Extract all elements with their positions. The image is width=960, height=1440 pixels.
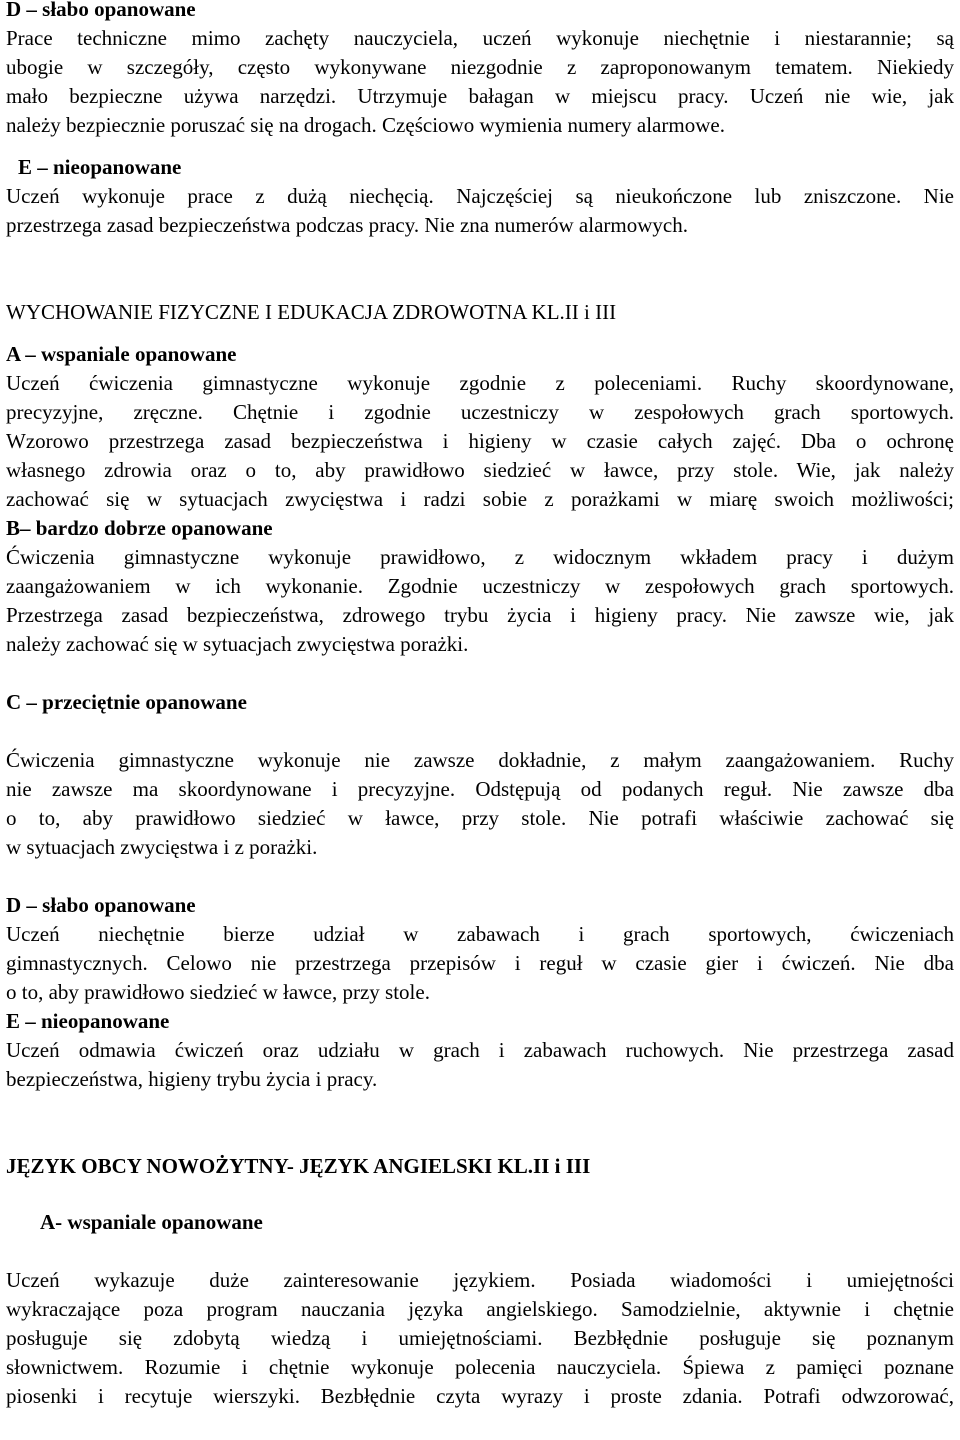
paragraph-line: Wzorowo przestrzega zasad bezpieczeństwa i higieny w czasie całych zajęć. Dba o ochronę [6, 429, 954, 453]
paragraph-line: należy zachować się w sytuacjach zwycięstwa porażki. [6, 632, 469, 656]
paragraph-line: należy bezpiecznie poruszać się na drogach. Częściowo wymienia numery alarmowe. [6, 113, 725, 137]
paragraph-line: słownictwem. Rozumie i chętnie wykonuje polecenia nauczyciela. Śpiewa z pamięci poznane [6, 1355, 954, 1379]
paragraph-line: Uczeń niechętnie bierze udział w zabawach i grach sportowych, ćwiczeniach [6, 922, 954, 946]
paragraph-line: wykraczające poza program nauczania języka angielskiego. Samodzielnie, aktywnie i chętnie [6, 1297, 954, 1321]
paragraph-line: mało bezpieczne używa narzędzi. Utrzymuje bałagan w miejscu pracy. Uczeń nie wie, jak [6, 84, 954, 108]
paragraph-line: własnego zdrowia oraz o to, aby prawidłowo siedzieć w ławce, przy stole. Wie, jak należy [6, 458, 954, 482]
grade-a-heading: A- wspaniale opanowane [40, 1210, 263, 1234]
paragraph-line: Przestrzega zasad bezpieczeństwa, zdrowego trybu życia i higieny pracy. Nie zawsze wie, jak [6, 603, 954, 627]
grade-e-heading: E – nieopanowane [6, 1009, 170, 1033]
paragraph-line: Ćwiczenia gimnastyczne wykonuje prawidłowo, z widocznym wkładem pracy i dużym [6, 545, 954, 569]
grade-d-heading: D – słabo opanowane [6, 893, 196, 917]
paragraph-line: precyzyjne, zręczne. Chętnie i zgodnie uczestniczy w zespołowych grach sportowych. [6, 400, 954, 424]
paragraph-line: Uczeń ćwiczenia gimnastyczne wykonuje zgodnie z poleceniami. Ruchy skoordynowane, [6, 371, 954, 395]
grade-d-heading: D – słabo opanowane [6, 0, 196, 21]
section-title-pe: WYCHOWANIE FIZYCZNE I EDUKACJA ZDROWOTNA KL.II i III [6, 300, 617, 324]
paragraph-line: nie zawsze ma skoordynowane i precyzyjne. Odstępują od podanych reguł. Nie zawsze dba [6, 777, 954, 801]
paragraph-line: Uczeń wykazuje duże zainteresowanie językiem. Posiada wiadomości i umiejętności [6, 1268, 954, 1292]
document-page [6, 0, 954, 1411]
paragraph-line: Ćwiczenia gimnastyczne wykonuje nie zawsze dokładnie, z małym zaangażowaniem. Ruchy [6, 748, 954, 772]
paragraph-line: w sytuacjach zwycięstwa i z porażki. [6, 835, 318, 859]
paragraph-line: zachować się w sytuacjach zwycięstwa i radzi sobie z porażkami w miarę swoich możliwości; [6, 487, 954, 511]
grade-c-heading: C – przeciętnie opanowane [6, 690, 247, 714]
grade-b-heading: B– bardzo dobrze opanowane [6, 516, 273, 540]
paragraph-line: gimnastycznych. Celowo nie przestrzega przepisów i reguł w czasie gier i ćwiczeń. Nie dba [6, 951, 954, 975]
grade-a-heading: A – wspaniale opanowane [6, 342, 237, 366]
paragraph-line: zaangażowaniem w ich wykonanie. Zgodnie uczestniczy w zespołowych grach sportowych. [6, 574, 954, 598]
paragraph-line: przestrzega zasad bezpieczeństwa podczas pracy. Nie zna numerów alarmowych. [6, 213, 688, 237]
paragraph-line: Uczeń wykonuje prace z dużą niechęcią. Najczęściej są nieukończone lub zniszczone. Nie [6, 184, 954, 208]
grade-e-heading: E – nieopanowane [18, 155, 182, 179]
paragraph-line: Prace techniczne mimo zachęty nauczyciela, uczeń wykonuje niechętnie i niestarannie; są [6, 26, 954, 50]
paragraph-line: posługuje się zdobytą wiedzą i umiejętnościami. Bezbłędnie posługuje się poznanym [6, 1326, 954, 1350]
section-title-english: JĘZYK OBCY NOWOŻYTNY- JĘZYK ANGIELSKI KL.II i III [6, 1154, 591, 1178]
paragraph-line: o to, aby prawidłowo siedzieć w ławce, przy stole. [6, 980, 430, 1004]
paragraph-line: o to, aby prawidłowo siedzieć w ławce, przy stole. Nie potrafi właściwie zachować się [6, 806, 954, 830]
paragraph-line: Uczeń odmawia ćwiczeń oraz udziału w grach i zabawach ruchowych. Nie przestrzega zasad [6, 1038, 954, 1062]
paragraph-line: bezpieczeństwa, higieny trybu życia i pracy. [6, 1067, 378, 1091]
paragraph-line: ubogie w szczegóły, często wykonywane niezgodnie z zaproponowanym tematem. Niekiedy [6, 55, 954, 79]
paragraph-line: piosenki i recytuje wierszyki. Bezbłędnie czyta wyrazy i proste zdania. Potrafi odwzorować, [6, 1384, 954, 1408]
